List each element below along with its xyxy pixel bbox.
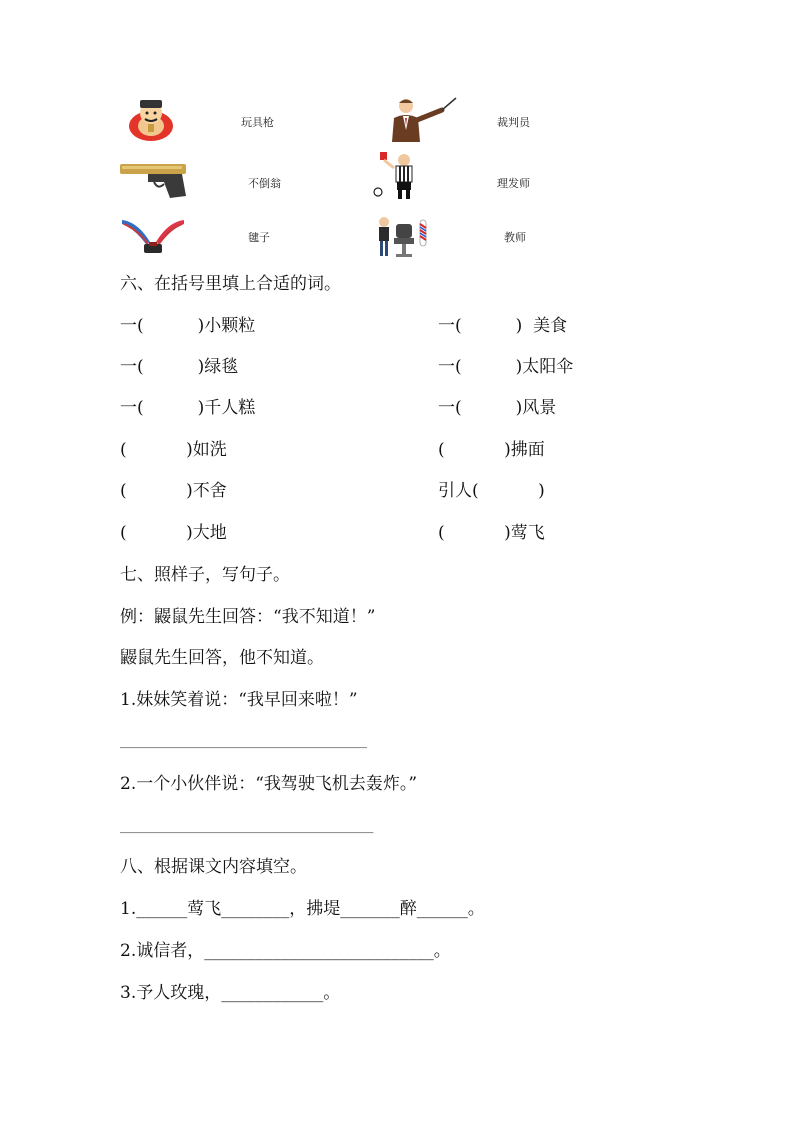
section6-right-6: ( )莺飞 — [438, 523, 545, 543]
referee-icon — [372, 150, 428, 200]
section7-answer-blank-1[interactable]: ______________________________________ — [120, 734, 367, 749]
section6-left-4: ( )如洗 — [120, 440, 227, 460]
section7-answer-blank-2[interactable]: _______________________________________ — [120, 819, 374, 834]
match-left-label-1: 玩具枪 — [241, 116, 274, 129]
section6-left-1: 一( )小颗粒 — [120, 316, 256, 336]
section6-left-2: 一( )绿毯 — [120, 357, 239, 377]
barber-icon — [372, 214, 430, 258]
section8-question-1[interactable]: 1.______莺飞________，拂堤_______醉______。 — [120, 899, 485, 919]
match-right-label-2: 理发师 — [497, 177, 530, 190]
section6-left-6: ( )大地 — [120, 523, 227, 543]
section6-right-4: ( )拂面 — [438, 440, 545, 460]
section6-right-2: 一( )太阳伞 — [438, 357, 574, 377]
section7-example-answer: 鼹鼠先生回答，他不知道。 — [120, 648, 324, 668]
match-left-label-2: 不倒翁 — [248, 177, 281, 190]
section7-example: 例：鼹鼠先生回答：“我不知道！” — [120, 607, 376, 627]
toy-gun-icon — [118, 160, 190, 200]
section8-question-2[interactable]: 2.诚信者，___________________________。 — [120, 941, 451, 961]
match-right-label-3: 教师 — [504, 231, 526, 244]
section8-question-3[interactable]: 3.予人玫瑰，____________。 — [120, 983, 341, 1003]
section8-heading: 八、根据课文内容填空。 — [120, 857, 307, 877]
section6-right-1: 一( ) 美食 — [438, 316, 568, 336]
section7-question-2: 2.一个小伙伴说：“我驾驶飞机去轰炸。” — [120, 774, 418, 794]
section6-right-3: 一( )风景 — [438, 398, 557, 418]
match-left-label-3: 毽子 — [248, 231, 270, 244]
section6-left-3: 一( )千人糕 — [120, 398, 256, 418]
shuttlecock-icon — [120, 216, 186, 256]
section6-right-5: 引人( ) — [438, 481, 545, 501]
teacher-icon — [384, 96, 460, 142]
section6-heading: 六、在括号里填上合适的词。 — [120, 274, 341, 294]
section7-heading: 七、照样子，写句子。 — [120, 565, 290, 585]
section6-left-5: ( )不舍 — [120, 481, 227, 501]
match-right-label-1: 裁判员 — [497, 116, 530, 129]
section7-question-1: 1.妹妹笑着说：“我早回来啦！” — [120, 690, 358, 710]
tumbler-doll-icon — [126, 98, 176, 142]
